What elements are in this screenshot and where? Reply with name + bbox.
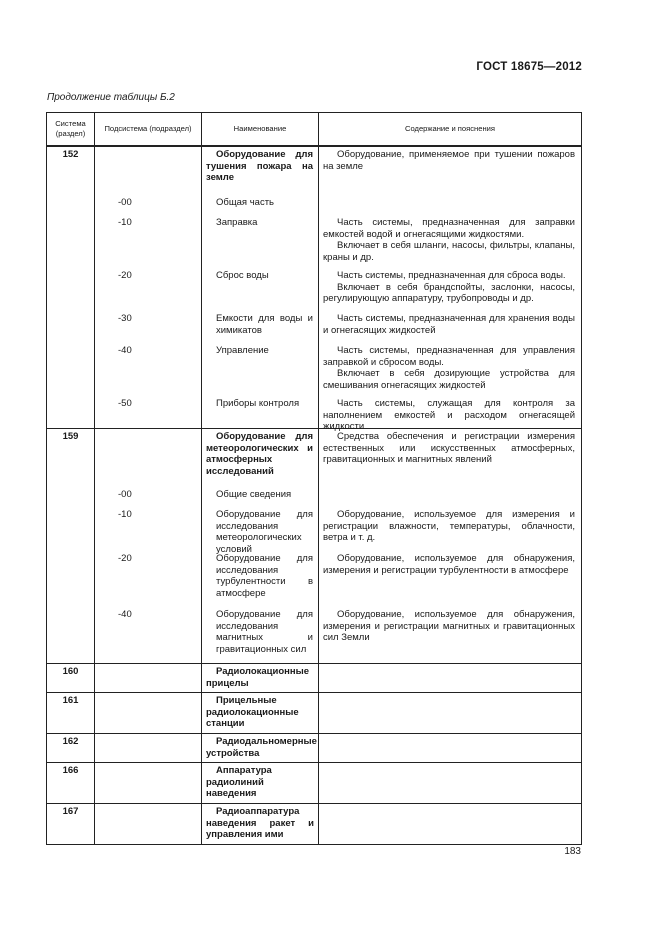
description-cell — [319, 664, 582, 693]
item-description: Включает в себя брандспойты, заслонки, насосы, регулирующую аппаратуру, трубопроводы и др. — [323, 281, 575, 305]
item-name: Сброс воды — [216, 270, 269, 281]
document-code: ГОСТ 18675—2012 — [476, 61, 582, 73]
system-code: 167 — [47, 803, 95, 844]
item-description: Оборудование, используемое для обнаружения, измерения и регистрации магнитных и гравитационных сил Земли — [323, 609, 575, 644]
classification-table — [46, 112, 582, 845]
subsystem-code: -40 — [118, 609, 132, 620]
name-cell — [202, 146, 319, 429]
system-code: 166 — [47, 763, 95, 804]
system-code: 161 — [47, 693, 95, 734]
subsystem-code: -20 — [118, 270, 132, 281]
subsystem-cell — [95, 733, 202, 762]
item-name: Оборудование для исследования магнитных и гравитационных сил — [216, 609, 313, 655]
description-cell — [319, 693, 582, 734]
system-code: 160 — [47, 664, 95, 693]
group-title: Оборудование для метеорологических и атмосферных исследований — [206, 431, 313, 477]
row-title: Прицельные радиолокационные станции — [202, 693, 319, 734]
subsystem-code: -10 — [118, 509, 132, 520]
row-title: Радиолокационные прицелы — [202, 664, 319, 693]
item-description: Часть системы, предназначенная для сброса воды. — [337, 270, 566, 281]
table-row — [47, 803, 582, 844]
item-description: Включает в себя шланги, насосы, фильтры, клапаны, краны и др. — [323, 240, 575, 263]
description-cell — [319, 803, 582, 844]
table-row-group — [47, 146, 582, 429]
description-cell — [319, 733, 582, 762]
system-code: 159 — [47, 429, 95, 664]
item-description: Часть системы, предназначенная для хранения воды и огнегасящих жидкостей — [323, 313, 575, 336]
item-name: Емкости для воды и химикатов — [216, 313, 313, 336]
item-name: Оборудование для исследования турбулентности в атмосфере — [216, 553, 313, 599]
row-title: Радиодальномерные устройства — [202, 733, 319, 762]
item-description: Оборудование, используемое для измерения и регистрации влажности, температуры, облачности, ветра и т. д. — [323, 509, 575, 544]
table-header-row — [47, 113, 582, 147]
page-number: 183 — [564, 846, 581, 857]
group-description: Средства обеспечения и регистрации измерения естественных или искусственных атмосферных, гравитационных и магнитных явлений — [323, 431, 575, 466]
column-header-description: Содержание и пояснения — [319, 113, 582, 147]
group-description: Оборудование, применяемое при тушении пожаров на земле — [323, 149, 575, 172]
table-row — [47, 664, 582, 693]
subsystem-cell — [95, 693, 202, 734]
description-cell — [319, 763, 582, 804]
description-cell — [319, 429, 582, 664]
table-row-group — [47, 429, 582, 664]
subsystem-cell — [95, 429, 202, 664]
subsystem-code: -00 — [118, 489, 132, 500]
system-code: 152 — [47, 146, 95, 429]
item-name: Приборы контроля — [216, 398, 300, 409]
table-caption: Продолжение таблицы Б.2 — [47, 92, 175, 103]
item-description: Часть системы, предназначенная для заправки емкостей водой и огнегасящими жидкостями. — [323, 217, 575, 240]
subsystem-cell — [95, 803, 202, 844]
item-name: Оборудование для исследования метеорологических условий — [216, 509, 313, 555]
column-header-subsystem: Подсистема (подраздел) — [95, 113, 202, 147]
column-header-system: Система (раздел) — [47, 113, 95, 147]
table-row — [47, 763, 582, 804]
row-title: Радиоаппаратура наведения ракет и управления ими — [202, 803, 319, 844]
subsystem-code: -10 — [118, 217, 132, 228]
subsystem-cell — [95, 763, 202, 804]
subsystem-cell — [95, 664, 202, 693]
name-cell — [202, 429, 319, 664]
row-title: Аппаратура радиолиний наведения — [202, 763, 319, 804]
item-description: Включает в себя дозирующие устройства для смешивания огнегасящих жидкостей — [323, 368, 575, 391]
item-name: Управление — [216, 345, 269, 356]
subsystem-code: -40 — [118, 345, 132, 356]
item-name: Общие сведения — [216, 489, 292, 500]
subsystem-code: -20 — [118, 553, 132, 564]
subsystem-code: -50 — [118, 398, 132, 409]
subsystem-cell — [95, 146, 202, 429]
item-name: Заправка — [216, 217, 258, 228]
subsystem-code: -30 — [118, 313, 132, 324]
item-description: Часть системы, служащая для контроля за наполнением емкостей и расходом огнегасящей жидкости — [323, 398, 575, 433]
group-title: Оборудование для тушения пожара на земле — [206, 149, 313, 184]
column-header-name: Наименование — [202, 113, 319, 147]
subsystem-code: -00 — [118, 197, 132, 208]
item-description: Оборудование, используемое для обнаружения, измерения и регистрации турбулентности в атмосфере — [323, 553, 575, 576]
description-cell — [319, 146, 582, 433]
item-description: Часть системы, предназначенная для управления заправкой и сбросом воды. — [323, 345, 575, 368]
table-row — [47, 693, 582, 734]
system-code: 162 — [47, 733, 95, 762]
table-row — [47, 733, 582, 762]
item-name: Общая часть — [216, 197, 274, 208]
